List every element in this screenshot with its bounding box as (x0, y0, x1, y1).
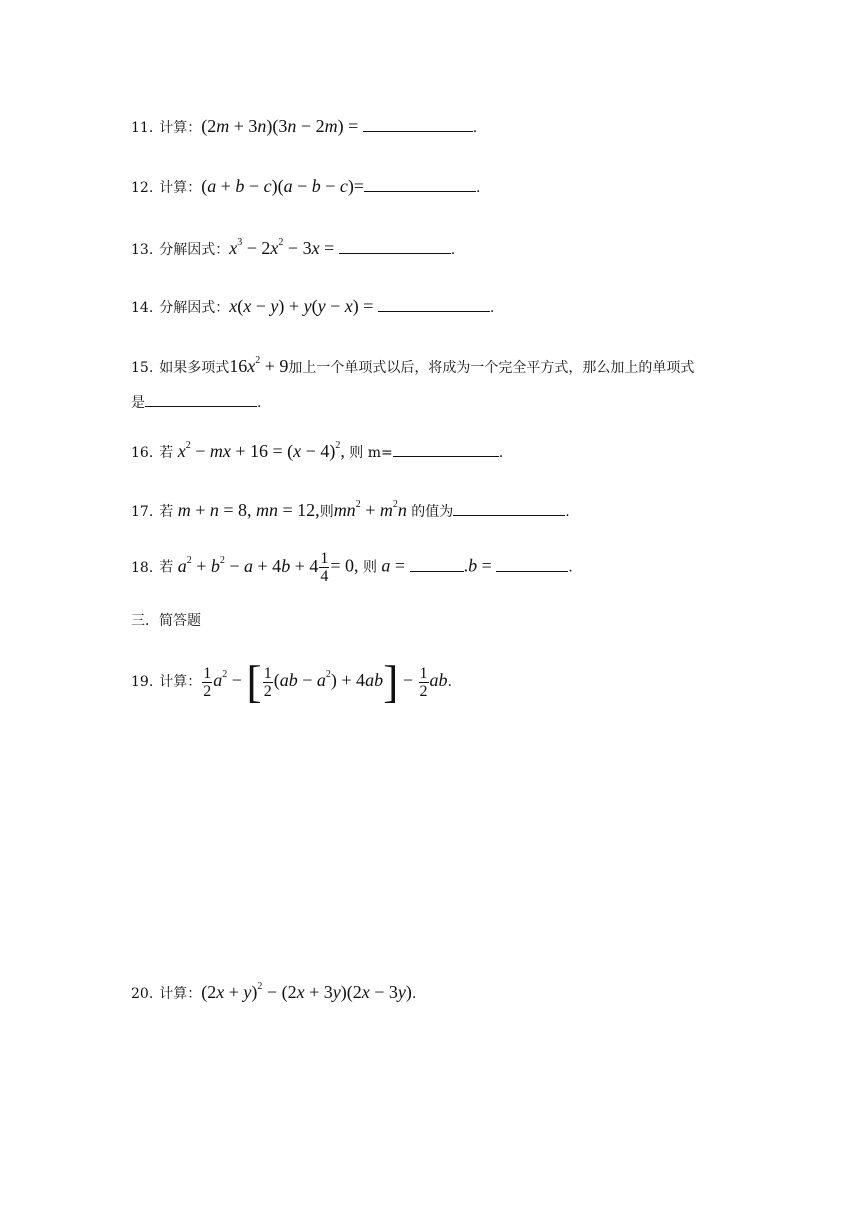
answer-blank-a[interactable] (410, 557, 464, 572)
question-number: 17. (131, 504, 154, 520)
question-lead: 计算： (159, 674, 202, 690)
question-lead: 若 (159, 445, 174, 461)
math-expression: $a^2 + b^2 - a + 4b + 4$ (177, 554, 319, 576)
question-number: 11. (131, 120, 154, 136)
question-lead: 计算： (159, 120, 202, 136)
answer-blank[interactable] (363, 117, 473, 132)
question-lead: 分解因式： (159, 300, 230, 316)
question-15: 15. 如果多项式$16x^2 + 9$加上一个单项式以后，将成为一个完全平方式，那么加上的单项式 (131, 355, 695, 376)
math-expression: $x^2$ − mx + $16 = (x - 4)^2$, (177, 440, 345, 461)
question-19: 19. 计算： $\frac{1}{2}$ $a^2$ − [ $\frac{1}{2}$ $(ab - a^2) + 4ab$] − $\frac{1}{2}$ ab. (131, 656, 452, 707)
question-number: 18. (131, 559, 154, 576)
question-lead: 分解因式： (159, 242, 230, 258)
question-number: 16. (131, 445, 154, 461)
answer-blank[interactable] (378, 297, 490, 312)
math-expression: m + n = 8, mn = 12, (177, 500, 320, 520)
question-14: 14. 分解因式：x(x − y) + y(y − x) = . (131, 296, 495, 316)
math-expression: (a + b − c)(a − b − c)= (201, 176, 365, 196)
math-expression: $x^3 - 2x^2 - 3x$ = (229, 237, 339, 258)
math-expression: x(x − y) + y(y − x) = (229, 296, 378, 316)
section-title: 三．简答题 (131, 613, 201, 629)
question-lead: 若 (159, 504, 174, 520)
question-number: 19. (131, 674, 154, 690)
question-18: 18. 若 $a^2 + b^2 - a + 4b + 4$ $\frac{1}{4}$ = 0, 则 a = .b = . (131, 550, 573, 585)
fraction: $\frac{1}{4}$ (320, 550, 329, 585)
question-15-line2: 是 . (131, 392, 261, 413)
answer-blank[interactable] (453, 501, 565, 516)
answer-blank[interactable] (339, 239, 451, 254)
question-number: 13. (131, 242, 154, 258)
question-number: 15. (131, 360, 154, 376)
question-number: 14. (131, 300, 154, 316)
question-number: 20. (131, 986, 154, 1002)
question-lead: 如果多项式 (159, 360, 230, 376)
question-17: 17. 若 m + n = 8, mn = 12,则$mn^2 + m^2n$ 的值为 . (131, 499, 570, 520)
question-11: 11. 计算：(2m + 3n)(3n − 2m) = . (131, 116, 478, 136)
math-expression: (2m + 3n)(3n − 2m) = (201, 116, 363, 136)
question-13: 13. 分解因式：$x^3 - 2x^2 - 3x$ = . (131, 237, 456, 258)
question-lead: 计算： (159, 180, 202, 196)
question-lead: 若 (159, 559, 174, 576)
question-lead: 计算： (159, 986, 202, 1002)
answer-blank-b[interactable] (496, 557, 568, 572)
question-12: 12. 计算：(a + b − c)(a − b − c)= . (131, 176, 481, 196)
answer-blank[interactable] (393, 442, 499, 457)
math-expression-2: $mn^2 + m^2n$ (333, 499, 407, 520)
question-20: 20. 计算：$(2x + y)^2 - (2x + 3y)(2x - 3y)$. (131, 981, 417, 1002)
fraction: $\frac{1}{2}$ (263, 664, 272, 700)
answer-blank[interactable] (364, 177, 476, 192)
math-expression: $(2x + y)^2 - (2x + 3y)(2x - 3y)$ (201, 981, 412, 1002)
answer-blank[interactable] (145, 392, 257, 407)
question-number: 12. (131, 180, 154, 196)
math-expression: $16x^2 + 9$ (229, 355, 289, 376)
question-16: 16. 若 $x^2$ − mx + $16 = (x - 4)^2$, 则 m= . (131, 440, 504, 461)
fraction: $\frac{1}{2}$ (203, 664, 212, 700)
fraction: $\frac{1}{2}$ (419, 664, 428, 700)
